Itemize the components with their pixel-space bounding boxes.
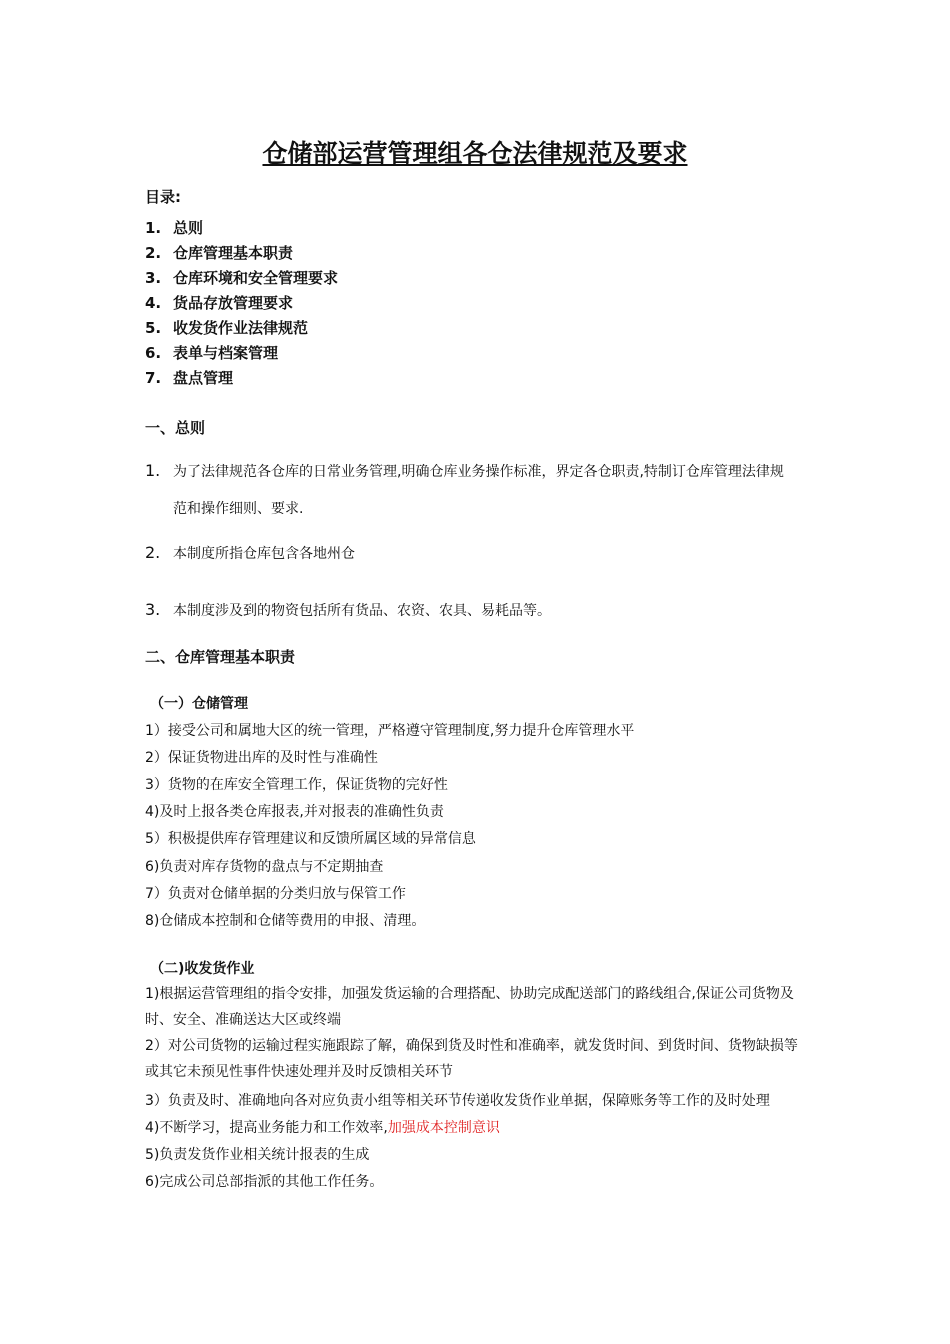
toc-item	[145, 342, 278, 363]
list-item: 2）对公司货物的运输过程实施跟踪了解，确保到货及时性和准确率，就发货时间、到货时间、货物缺损等或其它未预见性事件快速处理并及时反馈相关环节	[145, 1038, 798, 1080]
list-item: 2）保证货物进出库的及时性与准确性	[145, 750, 378, 766]
list-item	[145, 543, 355, 563]
list-item	[145, 1117, 500, 1137]
list-item-text: 本制度涉及到的物资包括所有货品、农资、农具、易耗品等。	[173, 603, 551, 619]
section-heading: 一、总则	[145, 419, 206, 437]
toc-item-number: 6.	[145, 344, 162, 362]
toc-item-text: 收发货作业法律规范	[173, 319, 309, 337]
subsection-heading: （二)收发货作业	[150, 961, 255, 977]
toc-item-number: 2.	[145, 244, 162, 262]
list-item	[145, 461, 784, 481]
list-item-text: 4)不断学习，提高业务能力和工作效率,	[145, 1120, 388, 1136]
toc-item-text: 盘点管理	[173, 369, 234, 387]
list-item: 1)根据运营管理组的指令安排，加强发货运输的合理搭配、协助完成配送部门的路线组合,保证公司货物及时、安全、准确送达大区或终端	[145, 986, 794, 1028]
list-item: 1）接受公司和属地大区的统一管理，严格遵守管理制度,努力提升仓库管理水平	[145, 723, 635, 739]
list-item: 4)及时上报各类仓库报表,并对报表的准确性负责	[145, 804, 444, 820]
toc-item-text: 表单与档案管理	[173, 344, 279, 362]
subsection-heading: （一）仓储管理	[150, 696, 248, 712]
toc-item-text: 仓库环境和安全管理要求	[173, 269, 339, 287]
toc-item	[145, 292, 293, 313]
section-heading: 二、仓库管理基本职责	[145, 648, 296, 666]
list-item-number: 2.	[145, 543, 161, 562]
toc-item-number: 1.	[145, 219, 162, 237]
toc-item	[145, 217, 203, 238]
list-item-number: 3.	[145, 600, 161, 619]
list-item: 3）货物的在库安全管理工作，保证货物的完好性	[145, 777, 448, 793]
list-item: 6)完成公司总部指派的其他工作任务。	[145, 1174, 384, 1190]
list-item-text: 本制度所指仓库包含各地州仓	[173, 546, 355, 562]
toc-item	[145, 267, 338, 288]
list-item: 6)负责对库存货物的盘点与不定期抽查	[145, 859, 384, 875]
toc-item-text: 仓库管理基本职责	[173, 244, 294, 262]
toc-item-number: 5.	[145, 319, 162, 337]
list-item-text: 为了法律规范各仓库的日常业务管理,明确仓库业务操作标准，界定各仓职责,特制订仓库管理法律规	[173, 464, 784, 480]
list-item: 7）负责对仓储单据的分类归放与保管工作	[145, 886, 406, 902]
highlighted-text: 加强成本控制意识	[387, 1120, 500, 1136]
toc-item	[145, 242, 293, 263]
toc-item	[145, 367, 233, 388]
toc-label: 目录:	[145, 188, 181, 206]
toc-item	[145, 317, 308, 338]
toc-item-text: 货品存放管理要求	[173, 294, 294, 312]
toc-item-number: 4.	[145, 294, 162, 312]
list-item: 5）积极提供库存管理建议和反馈所属区域的异常信息	[145, 831, 476, 847]
toc-item-number: 3.	[145, 269, 162, 287]
list-item: 5)负责发货作业相关统计报表的生成	[145, 1147, 370, 1163]
toc-item-number: 7.	[145, 369, 162, 387]
list-item-number: 1.	[145, 461, 161, 480]
list-item	[145, 600, 551, 620]
toc-item-text: 总则	[173, 219, 204, 237]
document-title: 仓储部运营管理组各仓法律规范及要求	[262, 139, 688, 168]
list-item: 3）负责及时、准确地向各对应负责小组等相关环节传递收发货作业单据，保障账务等工作的及时处理	[145, 1093, 770, 1109]
list-item: 8)仓储成本控制和仓储等费用的申报、清理。	[145, 913, 426, 929]
list-item-continuation: 范和操作细则、要求.	[173, 501, 304, 517]
